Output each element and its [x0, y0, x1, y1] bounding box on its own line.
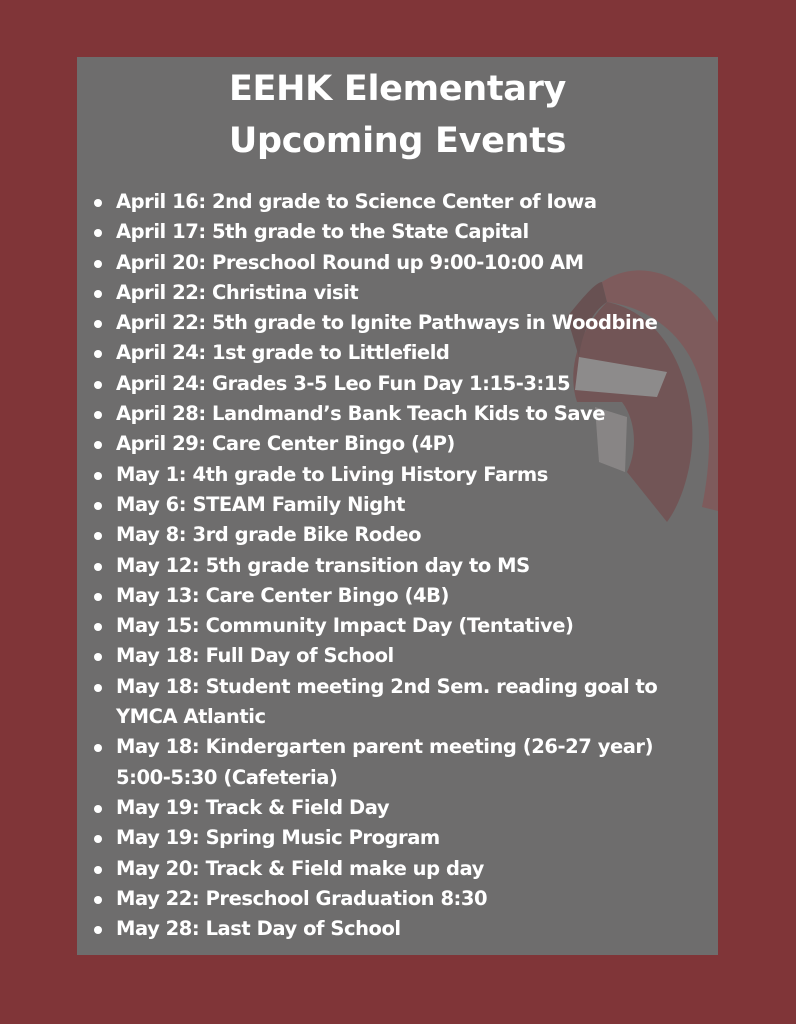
list-item: April 29: Care Center Bingo (4P): [116, 429, 702, 459]
list-item: May 28: Last Day of School: [116, 914, 702, 944]
page-title: [77, 57, 718, 167]
list-item: April 22: Christina visit: [116, 278, 702, 308]
list-item: May 22: Preschool Graduation 8:30: [116, 884, 702, 914]
list-item: April 22: 5th grade to Ignite Pathways in Woodbine: [116, 308, 702, 338]
list-item: April 20: Preschool Round up 9:00-10:00 AM: [116, 248, 702, 278]
list-item: May 20: Track & Field make up day: [116, 854, 702, 884]
list-item: April 17: 5th grade to the State Capital: [116, 217, 702, 247]
list-item: May 18: Student meeting 2nd Sem. reading goal to YMCA Atlantic: [116, 672, 702, 733]
list-item: April 24: 1st grade to Littlefield: [116, 338, 702, 368]
list-item: May 19: Track & Field Day: [116, 793, 702, 823]
list-item: May 18: Full Day of School: [116, 641, 702, 671]
list-item: May 6: STEAM Family Night: [116, 490, 702, 520]
events-panel: [77, 57, 718, 955]
title-line-1: EEHK Elementary: [228, 69, 567, 109]
events-list: [77, 187, 718, 944]
list-item: April 24: Grades 3-5 Leo Fun Day 1:15-3:15: [116, 369, 702, 399]
list-item: May 18: Kindergarten parent meeting (26-27 year) 5:00-5:30 (Cafeteria): [116, 732, 702, 793]
list-item: May 1: 4th grade to Living History Farms: [116, 460, 702, 490]
list-item: May 12: 5th grade transition day to MS: [116, 551, 702, 581]
list-item: April 16: 2nd grade to Science Center of Iowa: [116, 187, 702, 217]
title-line-2: Upcoming Events: [228, 121, 567, 161]
list-item: May 13: Care Center Bingo (4B): [116, 581, 702, 611]
list-item: May 15: Community Impact Day (Tentative): [116, 611, 702, 641]
list-item: May 8: 3rd grade Bike Rodeo: [116, 520, 702, 550]
list-item: May 19: Spring Music Program: [116, 823, 702, 853]
list-item: April 28: Landmand’s Bank Teach Kids to Save: [116, 399, 702, 429]
